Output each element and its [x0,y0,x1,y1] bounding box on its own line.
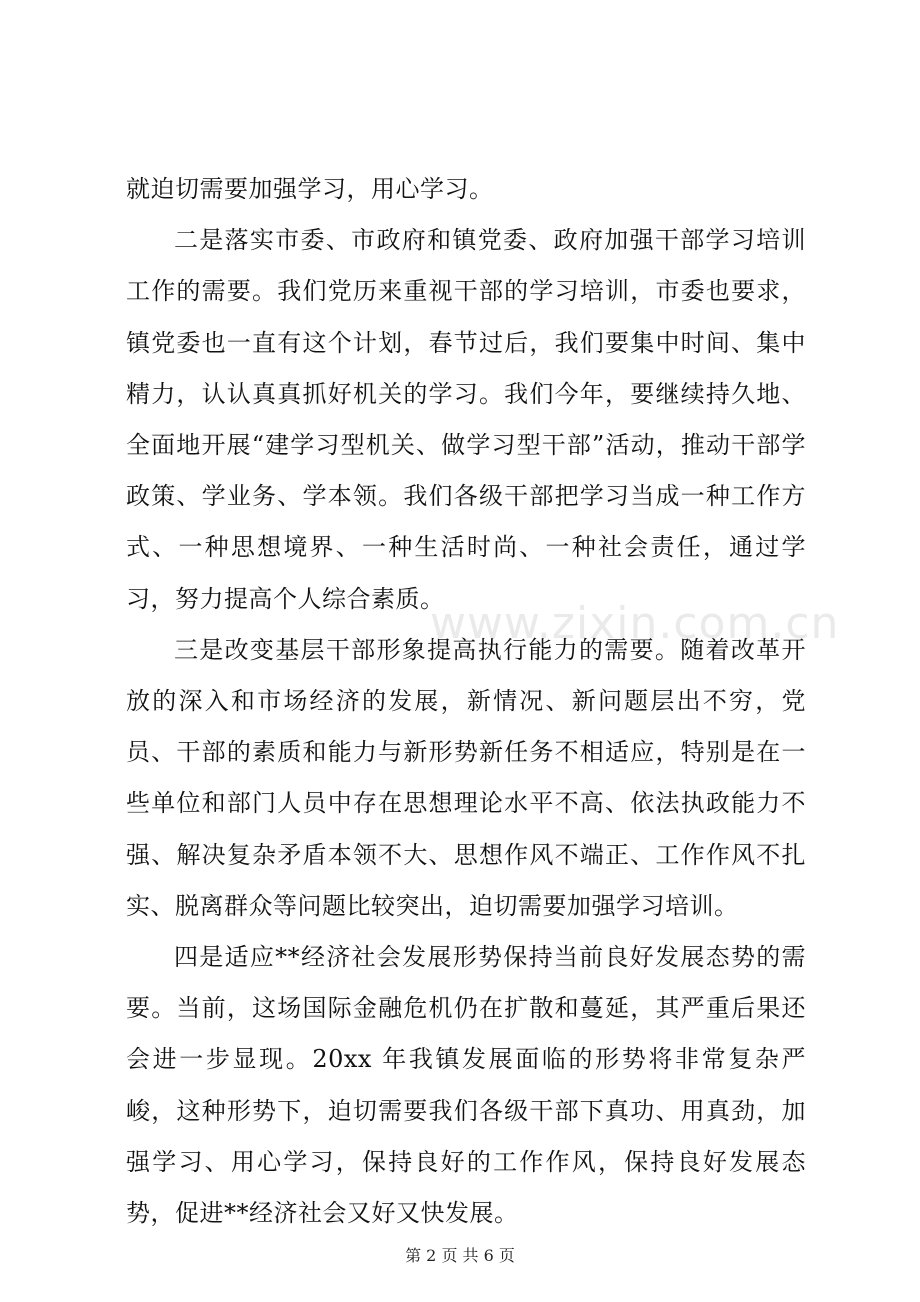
page-footer: 第 2 页 共 6 页 [405,1246,515,1265]
watermark-text: www.zixin.com.cn [430,598,840,649]
paragraph-point-two: 二是落实市委、市政府和镇党委、政府加强干部学习培训工作的需要。我们党历来重视干部的学习培训，市委也要求，镇党委也一直有这个计划，春节过后，我们要集中时间、集中精力，认认真真抓好机关的学习。我们今年，要继续持久地、全面地开展“建学习型机关、做学习型干部”活动，推动干部学政策、学业务、学本领。我们各级干部把学习当成一种工作方式、一种思想境界、一种生活时尚、一种社会责任，通过学习，努力提高个人综合素质。 [126,226,806,613]
document-body [126,164,806,1239]
paragraph-continuation: 就迫切需要加强学习，用心学习。 [126,175,494,203]
paragraph-point-four: 四是适应**经济社会发展形势保持当前良好发展态势的需要。当前，这场国际金融危机仍在扩散和蔓延，其严重后果还会进一步显现。20xx 年我镇发展面临的形势将非常复杂严峻，这种形势下，迫切需要我们各级干部下真功、用真劲，加强学习、用心学习，保持良好的工作作风，保持良好发展态势，促进**经济社会又好又快发展。 [126,943,806,1228]
paragraph-point-three: 三是改变基层干部形象提高执行能力的需要。随着改革开放的深入和市场经济的发展，新情况、新问题层出不穷，党员、干部的素质和能力与新形势新任务不相适应，特别是在一些单位和部门人员中存在思想理论水平不高、依法执政能力不强、解决复杂矛盾本领不大、思想作风不端正、工作作风不扎实、脱离群众等问题比较突出，迫切需要加强学习培训。 [126,635,806,920]
